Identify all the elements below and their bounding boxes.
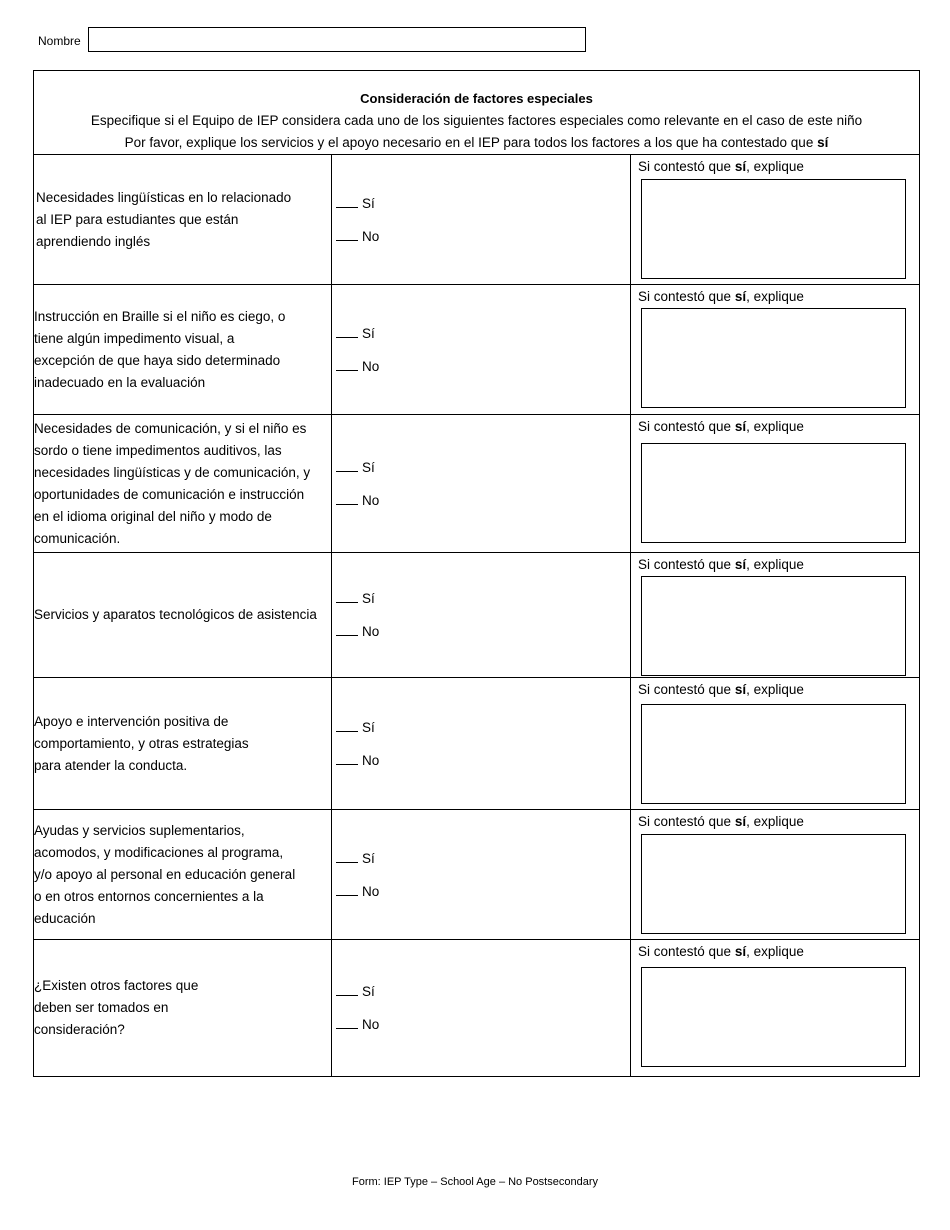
section-title: Consideración de factores especiales: [360, 91, 593, 106]
form-footer: Form: IEP Type – School Age – No Postsecondary: [351, 1176, 598, 1188]
yes-option[interactable]: Sí: [332, 842, 630, 875]
explain-textbox[interactable]: [641, 308, 906, 408]
factor-text: Necesidades lingüísticas en lo relacionado al IEP para estudiantes que están aprendiendo inglés: [36, 189, 292, 249]
explain-label: Si contestó que sí, explique: [638, 814, 804, 829]
name-input[interactable]: [88, 27, 586, 52]
explain-label: Si contestó que sí, explique: [638, 557, 804, 572]
factor-row: [34, 940, 919, 1076]
yes-option[interactable]: Sí: [332, 451, 630, 484]
explain-textbox[interactable]: [641, 443, 906, 543]
explain-textbox[interactable]: [641, 834, 906, 934]
explain-textbox[interactable]: [641, 967, 906, 1067]
factor-text: Ayudas y servicios suplementarios, acomodos, y modificaciones al programa, y/o apoyo al personal en educación general o en otros entornos concernientes a la educación: [34, 822, 296, 926]
no-option[interactable]: No: [332, 220, 630, 253]
explain-textbox[interactable]: [641, 179, 906, 279]
explain-label: Si contestó que sí, explique: [638, 682, 804, 697]
factor-row: [34, 415, 919, 553]
explain-label: Si contestó que sí, explique: [638, 159, 804, 174]
yes-option[interactable]: Sí: [332, 582, 630, 615]
table-header: [34, 71, 919, 155]
explain-label: Si contestó que sí, explique: [638, 944, 804, 959]
no-option[interactable]: No: [332, 615, 630, 648]
explain-label: Si contestó que sí, explique: [638, 289, 804, 304]
instructions-line-2: Por favor, explique los servicios y el apoyo necesario en el IEP para todos los factores a los que ha contestado que sí: [124, 135, 829, 150]
yes-option[interactable]: Sí: [332, 711, 630, 744]
factor-row: [34, 155, 919, 285]
factor-text: ¿Existen otros factores que deben ser tomados en consideración?: [34, 978, 199, 1037]
factor-text: Servicios y aparatos tecnológicos de asistencia: [34, 607, 317, 622]
explain-label: Si contestó que sí, explique: [638, 419, 804, 434]
factor-row: [34, 810, 919, 940]
no-option[interactable]: No: [332, 484, 630, 517]
factor-text: Instrucción en Braille si el niño es ciego, o tiene algún impedimento visual, a excepción de que haya sido determinado inadecuado en la evaluación: [34, 308, 286, 390]
yes-option[interactable]: Sí: [332, 187, 630, 220]
yes-option[interactable]: Sí: [332, 975, 630, 1008]
factor-row: [34, 285, 919, 415]
no-option[interactable]: No: [332, 744, 630, 777]
factor-row: [34, 553, 919, 678]
no-option[interactable]: No: [332, 875, 630, 908]
instructions-line-1: Especifique si el Equipo de IEP considera cada uno de los siguientes factores especiales como relevante en el caso de este niño: [90, 113, 863, 128]
explain-textbox[interactable]: [641, 576, 906, 676]
factor-text: Necesidades de comunicación, y si el niño es sordo o tiene impedimentos auditivos, las necesidades lingüísticas y de comunicación, y oportunidades de comunicación e instrucción en el idioma original del niño y modo de comunicación.: [34, 420, 311, 546]
no-option[interactable]: No: [332, 1008, 630, 1041]
no-option[interactable]: No: [332, 350, 630, 383]
factor-text: Apoyo e intervención positiva de comportamiento, y otras estrategias para atender la conducta.: [34, 713, 249, 773]
name-label: Nombre: [38, 34, 81, 48]
factor-row: [34, 678, 919, 810]
special-factors-table: [33, 70, 920, 1077]
explain-textbox[interactable]: [641, 704, 906, 804]
yes-option[interactable]: Sí: [332, 317, 630, 350]
